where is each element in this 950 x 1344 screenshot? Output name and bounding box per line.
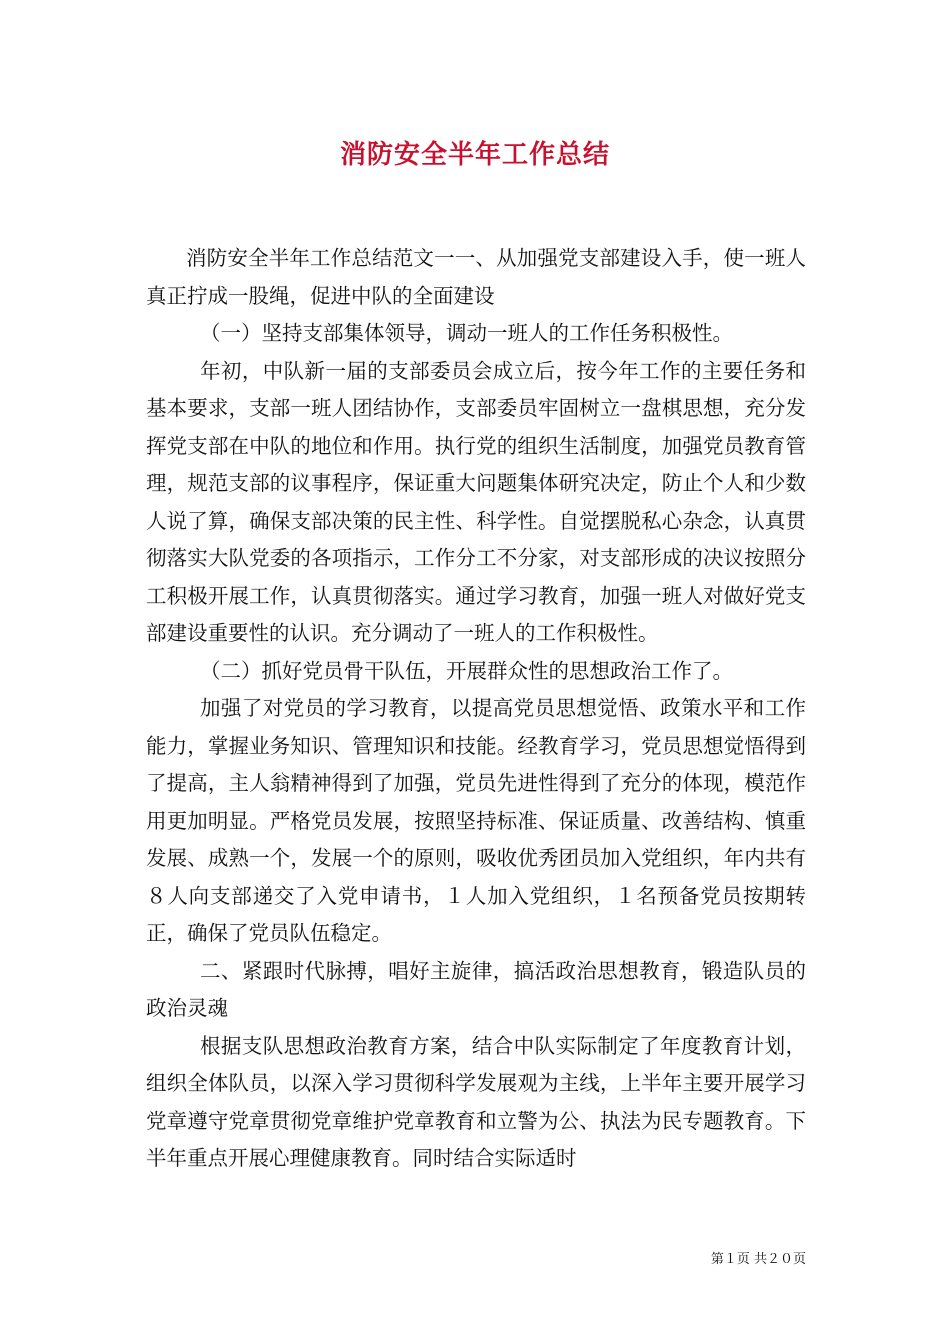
paragraph-7: 根据支队思想政治教育方案，结合中队实际制定了年度教育计划，组织全体队员，以深入学习贯彻科学发展观为主线，上半年主要开展学习党章遵守党章贯彻党章维护党章教育和立警为公、执法为民专题教育。下半年重点开展心理健康教育。同时结合实际适时 bbox=[146, 1033, 806, 1170]
paragraph-2: （一）坚持支部集体领导，调动一班人的工作任务积极性。 bbox=[200, 321, 733, 345]
document-body bbox=[146, 240, 806, 1178]
paragraph-1: 消防安全半年工作总结范文一一、从加强党支部建设入手，使一班人真正拧成一股绳，促进中队的全面建设 bbox=[146, 246, 806, 308]
paragraph-3: 年初，中队新一届的支部委员会成立后，按今年工作的主要任务和基本要求，支部一班人团结协作，支部委员牢固树立一盘棋思想，充分发挥党支部在中队的地位和作用。执行党的组织生活制度，加强党员教育管理，规范支部的议事程序，保证重大问题集体研究决定，防止个人和少数人说了算，确保支部决策的民主性、科学性。自觉摆脱私心杂念，认真贯彻落实大队党委的各项指示，工作分工不分家，对支部形成的决议按照分工积极开展工作，认真贯彻落实。通过学习教育，加强一班人对做好党支部建设重要性的认识。充分调动了一班人的工作积极性。 bbox=[146, 358, 806, 645]
paragraph-4: （二）抓好党员骨干队伍，开展群众性的思想政治工作了。 bbox=[200, 658, 733, 683]
document-title: 消防安全半年工作总结 bbox=[339, 140, 610, 170]
paragraph-5: 加强了对党员的学习教育，以提高党员思想觉悟、政策水平和工作能力，掌握业务知识、管理知识和技能。经教育学习，党员思想觉悟得到了提高，主人翁精神得到了加强，党员先进性得到了充分的体现，模范作用更加明显。严格党员发展，按照坚持标准、保证质量、改善结构、慎重发展、成熟一个，发展一个的原则，吸收优秀团员加入党组织，年内共有８人向支部递交了入党申请书，１人加入党组织，１名预备党员按期转正，确保了党员队伍稳定。 bbox=[146, 696, 806, 945]
page-number: 第１页 共２０页 bbox=[710, 1252, 806, 1267]
paragraph-6: 二、紧跟时代脉搏，唱好主旋律，搞活政治思想教育，锻造队员的政治灵魂 bbox=[146, 958, 806, 1020]
